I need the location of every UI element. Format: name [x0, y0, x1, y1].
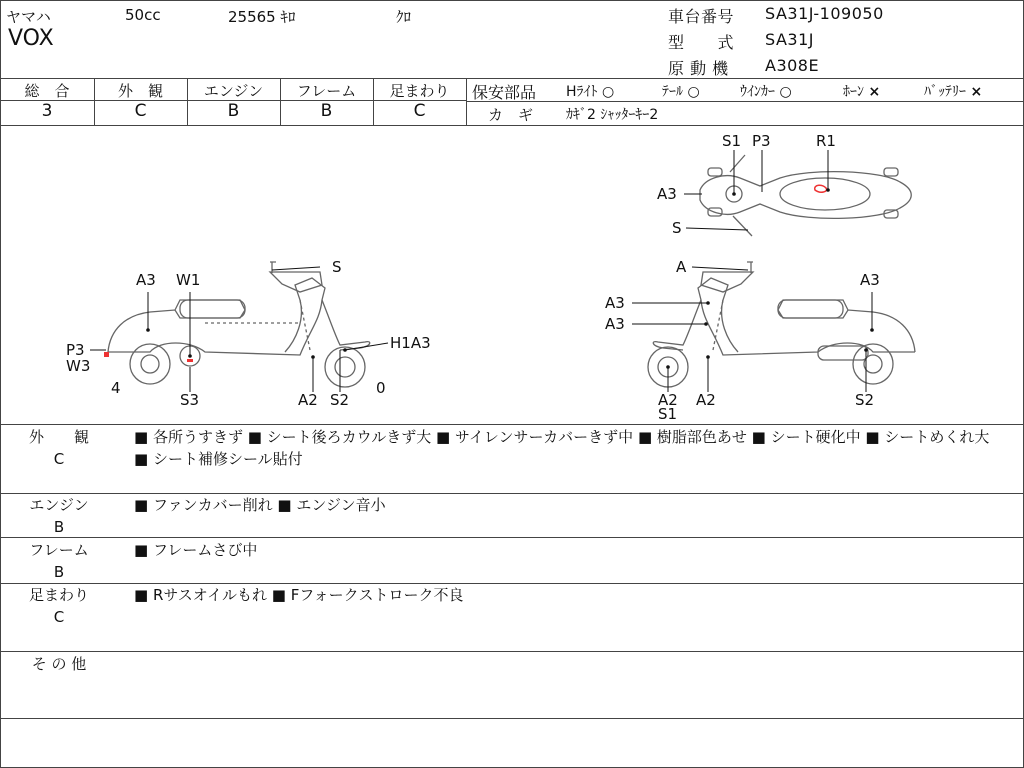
diagram-label: S	[332, 258, 342, 276]
scooter-top-view	[700, 155, 911, 236]
grade-exterior: C	[134, 101, 147, 121]
engine-label: 原 動 機	[668, 59, 729, 78]
safety-parts-label: 保安部品	[472, 83, 537, 102]
model-name: VOX	[8, 26, 54, 51]
diagram-label: A2	[658, 391, 678, 409]
displacement: 50cc	[125, 6, 161, 24]
diagram-label: A3	[860, 271, 880, 289]
section-title: エンジン	[29, 496, 89, 514]
damage-diagram	[0, 126, 1024, 424]
diagram-label: S3	[180, 391, 200, 409]
section-title: フレーム	[29, 541, 89, 559]
diagram-label: A3	[605, 315, 625, 333]
safety-item-name: ﾃｰﾙ	[662, 84, 683, 100]
divider	[0, 718, 1024, 719]
safety-item-name: ﾎｰﾝ	[843, 84, 864, 100]
safety-item-mark: ×	[868, 84, 881, 100]
section-title: 外 観	[28, 428, 89, 446]
grade-header-total: 総 合	[24, 82, 70, 100]
divider	[466, 101, 1024, 102]
section-engine-notes: ■ ファンカバー削れ ■ エンジン音小	[134, 496, 386, 514]
section-engine-label	[20, 494, 98, 538]
section-title: そ の 他	[31, 655, 87, 673]
safety-item-horn	[843, 81, 880, 101]
mileage: 25565 ｷﾛ	[228, 8, 296, 26]
divider	[466, 78, 467, 125]
section-grade: B	[53, 563, 65, 581]
section-exterior-notes: ■ 各所うすきず ■ シート後ろカウルきず大 ■ サイレンサーカバーきず中 ■ 樹脂部色あせ ■ シート硬化中 ■ シートめくれ大 ■ シート補修シール貼付	[134, 428, 990, 468]
grade-header-suspension: 足まわり	[389, 82, 450, 100]
safety-item-name: ﾊﾞｯﾃﾘｰ	[924, 84, 966, 100]
diagram-label: S1	[658, 405, 678, 423]
divider	[0, 424, 1024, 425]
diagram-label: S1	[722, 132, 742, 150]
section-frame-notes: ■ フレームさび中	[134, 541, 258, 559]
key-label: カ ギ	[488, 106, 534, 124]
safety-item-mark: ○	[779, 84, 792, 100]
grade-suspension: C	[413, 101, 426, 121]
section-suspension-notes: ■ Rサスオイルもれ ■ Fフォークストローク不良	[134, 586, 464, 604]
diagram-label: W3	[66, 357, 91, 375]
safety-item-tail	[662, 81, 700, 101]
divider	[0, 78, 1024, 79]
section-title: 足まわり	[28, 586, 89, 604]
engine-value: A308E	[765, 56, 820, 75]
safety-item-battery	[924, 81, 982, 101]
grade-header-frame: フレーム	[296, 82, 357, 100]
diagram-label: W1	[176, 271, 201, 289]
type-label: 型 式	[668, 33, 735, 52]
diagram-label: S2	[330, 391, 350, 409]
grade-header-engine: エンジン	[203, 82, 264, 100]
safety-item-headlight	[566, 81, 614, 101]
diagram-label: R1	[816, 132, 836, 150]
section-exterior-label	[20, 426, 98, 470]
diagram-label: S2	[855, 391, 875, 409]
diagram-label: 0	[376, 379, 386, 397]
safety-item-mark: ×	[970, 84, 983, 100]
grade-frame: B	[320, 101, 333, 121]
frame-number-label: 車台番号	[668, 7, 735, 26]
grade-total: 3	[41, 101, 53, 121]
diagram-label: 4	[111, 379, 121, 397]
diagram-label: A	[676, 258, 687, 276]
grade-header-exterior: 外 観	[117, 82, 163, 100]
type-value: SA31J	[765, 30, 814, 49]
diagram-label: A3	[136, 271, 156, 289]
safety-item-mark: ○	[687, 84, 700, 100]
safety-item-name: ｳｲﾝｶｰ	[740, 84, 775, 100]
section-frame-label	[20, 539, 98, 583]
frame-number: SA31J-109050	[765, 4, 884, 23]
grade-engine: B	[227, 101, 240, 121]
diagram-label: P3	[752, 132, 771, 150]
key-value: ｶｷﾞ2 ｼｬｯﾀｰｷｰ2	[566, 107, 659, 123]
maker: ヤマハ	[6, 8, 51, 26]
diagram-label: S	[672, 219, 682, 237]
diagram-label: A2	[298, 391, 318, 409]
divider	[0, 537, 1024, 538]
diagram-label: P3	[66, 341, 85, 359]
section-suspension-label	[20, 584, 98, 628]
section-grade: C	[53, 450, 65, 468]
section-grade: C	[53, 608, 65, 626]
diagram-label: H1A3	[390, 334, 431, 352]
section-other-label	[20, 653, 98, 675]
safety-item-name: Hﾗｲﾄ	[566, 84, 598, 100]
safety-item-mark: ○	[601, 84, 615, 100]
diagram-label: A3	[657, 185, 677, 203]
safety-item-winker	[740, 81, 792, 101]
diagram-label: A2	[696, 391, 716, 409]
divider	[0, 651, 1024, 652]
diagram-label: A3	[605, 294, 625, 312]
section-grade: B	[53, 518, 65, 536]
color: ｸﾛ	[396, 8, 412, 26]
